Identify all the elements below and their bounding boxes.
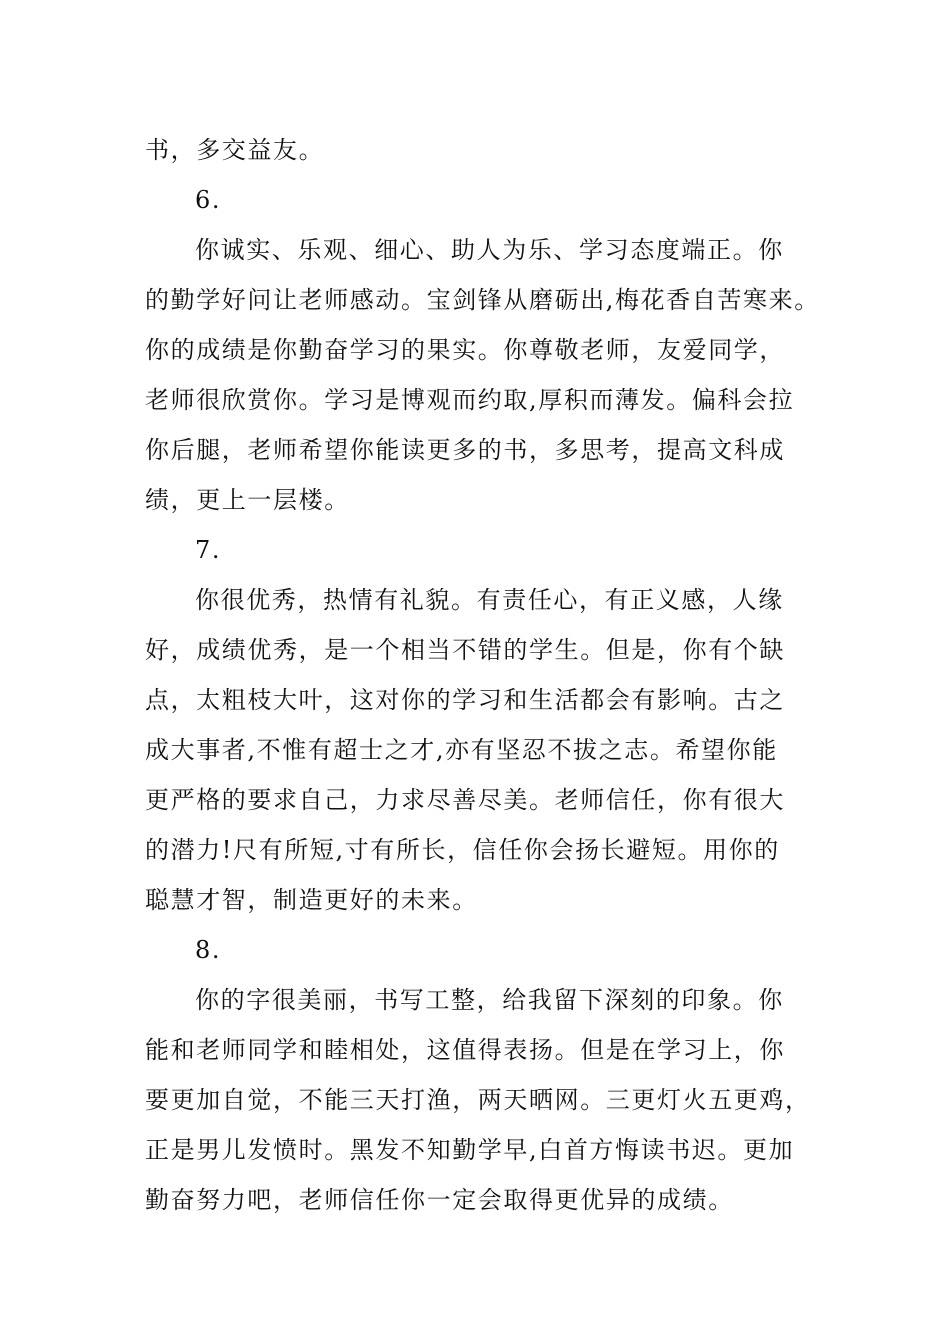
text-line: 绩，更上一层楼。 bbox=[145, 486, 350, 514]
paragraph-first-line: 你的字很美丽，书写工整，给我留下深刻的印象。你 bbox=[195, 986, 784, 1014]
text-line: 聪慧才智，制造更好的未来。 bbox=[145, 886, 478, 914]
section-number: 7. bbox=[195, 536, 222, 564]
text-line: 点，太粗枝大叶，这对你的学习和生活都会有影响。古之 bbox=[145, 686, 785, 714]
paragraph-first-line: 你很优秀，热情有礼貌。有责任心，有正义感，人缘 bbox=[195, 586, 784, 614]
text-line: 能和老师同学和睦相处，这值得表扬。但是在学习上，你 bbox=[145, 1036, 785, 1064]
text-line: 正是男儿发愤时。黑发不知勤学早,白首方悔读书迟。更加 bbox=[145, 1136, 795, 1164]
text-line: 的潜力!尺有所短,寸有所长，信任你会扬长避短。用你的 bbox=[145, 836, 780, 864]
text-line: 好，成绩优秀，是一个相当不错的学生。但是，你有个缺 bbox=[145, 636, 785, 664]
text-line: 要更加自觉，不能三天打渔，两天晒网。三更灯火五更鸡， bbox=[145, 1086, 811, 1114]
paragraph-first-line: 你诚实、乐观、细心、助人为乐、学习态度端正。你 bbox=[195, 236, 784, 264]
text-line: 的勤学好问让老师感动。宝剑锋从磨砺出,梅花香自苦寒来。 bbox=[145, 286, 820, 314]
section-number: 6. bbox=[195, 186, 222, 214]
text-line: 成大事者,不惟有超士之才,亦有坚忍不拔之志。希望你能 bbox=[145, 736, 778, 764]
text-line: 你后腿，老师希望你能读更多的书，多思考，提高文科成 bbox=[145, 436, 785, 464]
text-line: 勤奋努力吧，老师信任你一定会取得更优异的成绩。 bbox=[145, 1186, 734, 1214]
section-number: 8. bbox=[195, 936, 222, 964]
text-line: 更严格的要求自己，力求尽善尽美。老师信任，你有很大 bbox=[145, 786, 785, 814]
text-line: 书，多交益友。 bbox=[145, 136, 325, 164]
text-line: 老师很欣赏你。学习是博观而约取,厚积而薄发。偏科会拉 bbox=[145, 386, 795, 414]
text-line: 你的成绩是你勤奋学习的果实。你尊敬老师，友爱同学， bbox=[145, 336, 785, 364]
